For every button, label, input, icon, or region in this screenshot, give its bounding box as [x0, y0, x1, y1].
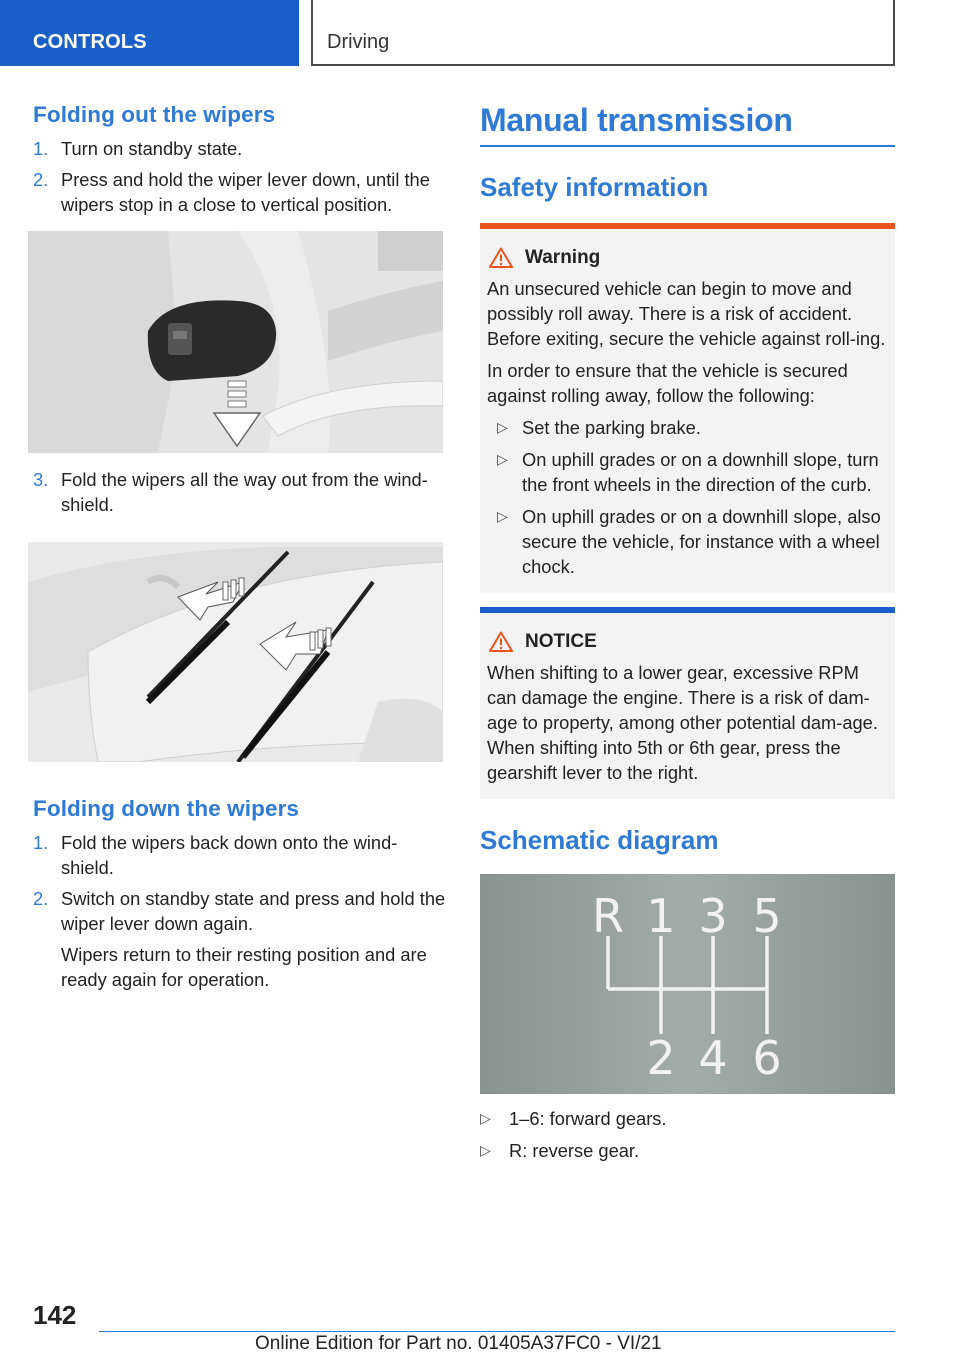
wiper-lever-image: [28, 231, 443, 453]
windshield-wipers-image: [28, 542, 443, 762]
warning-paragraph: An unsecured vehicle can begin to move and possibly roll away. There is a risk of accident. Before exiting, secure the vehicle against roll‐ing.: [487, 278, 886, 349]
gear-label-4: 4: [698, 1031, 728, 1085]
gear-label-r: R: [592, 889, 624, 943]
bullet-marker: ▷: [480, 1110, 491, 1126]
folding-out-heading: Folding out the wipers: [33, 102, 276, 127]
step-number: 1.: [33, 832, 49, 853]
step-text: Fold the wipers back down onto the wind‐shield.: [61, 832, 398, 878]
bullet-marker: ▷: [497, 451, 508, 467]
bullet-marker: ▷: [497, 419, 508, 435]
notice-box: [480, 607, 895, 799]
step-number: 3.: [33, 469, 49, 490]
windshield-wipers-illustration: [28, 542, 443, 762]
gear-label-6: 6: [752, 1031, 782, 1085]
warning-box: [480, 223, 895, 593]
bullet-text: On uphill grades or on a downhill slope, also secure the vehicle, for instance with a wheel chock.: [522, 506, 881, 577]
right-column: [480, 102, 895, 1163]
bullet-marker: ▷: [497, 508, 508, 524]
step-item: [33, 167, 446, 217]
safety-information-heading: Safety information: [480, 172, 709, 202]
bullet-text: Set the parking brake.: [522, 417, 701, 438]
section-label: CONTROLS: [33, 31, 147, 53]
bullet-text: On uphill grades or on a downhill slope, turn the front wheels in the direction of the curb.: [522, 449, 879, 495]
list-item: [480, 1106, 895, 1131]
step-text: Fold the wipers all the way out from the wind‐shield.: [61, 469, 428, 515]
step-text: Turn on standby state.: [61, 138, 243, 159]
chapter-label: Driving: [327, 31, 390, 53]
gear-shift-pattern-diagram: [480, 874, 895, 1094]
wiper-lever-illustration: [28, 231, 443, 453]
notice-title: [487, 629, 888, 654]
warning-triangle-icon: [489, 247, 513, 268]
step-text: Press and hold the wiper lever down, until the wipers stop in a close to vertical position.: [61, 169, 430, 215]
notice-triangle-icon: [489, 631, 513, 652]
manual-transmission-heading: Manual transmission: [480, 102, 895, 147]
step-item: [33, 886, 446, 936]
list-item: [487, 504, 888, 579]
step-result-text: Wipers return to their resting position and are ready again for operation.: [61, 944, 427, 990]
page-number: 142: [33, 1300, 77, 1330]
edition-text: Online Edition for Part no. 01405A37FC0 - VI/21: [255, 1333, 662, 1354]
step-text: Switch on standby state and press and hold the wiper lever down again.: [61, 888, 446, 934]
warning-paragraph: In order to ensure that the vehicle is secured against rolling away, follow the following:: [487, 360, 848, 406]
left-column: [33, 102, 446, 992]
list-item: [480, 1138, 895, 1163]
gear-label-1: 1: [646, 889, 676, 943]
step-item: [33, 830, 446, 880]
step-item: [33, 136, 446, 161]
step-item: [33, 467, 446, 517]
section-tab: [0, 0, 299, 66]
warning-label: Warning: [525, 247, 601, 268]
folding-down-heading: Folding down the wipers: [33, 796, 300, 821]
warning-title: [487, 245, 888, 270]
list-item: [487, 447, 888, 497]
step-number: 2.: [33, 169, 49, 190]
schematic-diagram-heading: Schematic diagram: [480, 825, 719, 855]
chapter-header: [311, 0, 895, 66]
footer-divider: [99, 1331, 895, 1332]
gear-label-3: 3: [698, 889, 728, 943]
notice-paragraph: When shifting to a lower gear, excessive RPM can damage the engine. There is a risk of dam‐age to property, among other potential dam‐age. When shifting into 5th or 6th gear, press the gearshift lever to the right.: [487, 662, 878, 783]
gear-shift-pattern-image: [480, 874, 895, 1094]
step-number: 1.: [33, 138, 49, 159]
bullet-marker: ▷: [480, 1142, 491, 1158]
notice-label: NOTICE: [525, 631, 597, 652]
list-item: [487, 415, 888, 440]
bullet-text: R: reverse gear.: [509, 1140, 640, 1161]
gear-label-2: 2: [646, 1031, 676, 1085]
step-number: 2.: [33, 888, 49, 909]
gear-label-5: 5: [752, 889, 782, 943]
bullet-text: 1–6: forward gears.: [509, 1108, 667, 1129]
